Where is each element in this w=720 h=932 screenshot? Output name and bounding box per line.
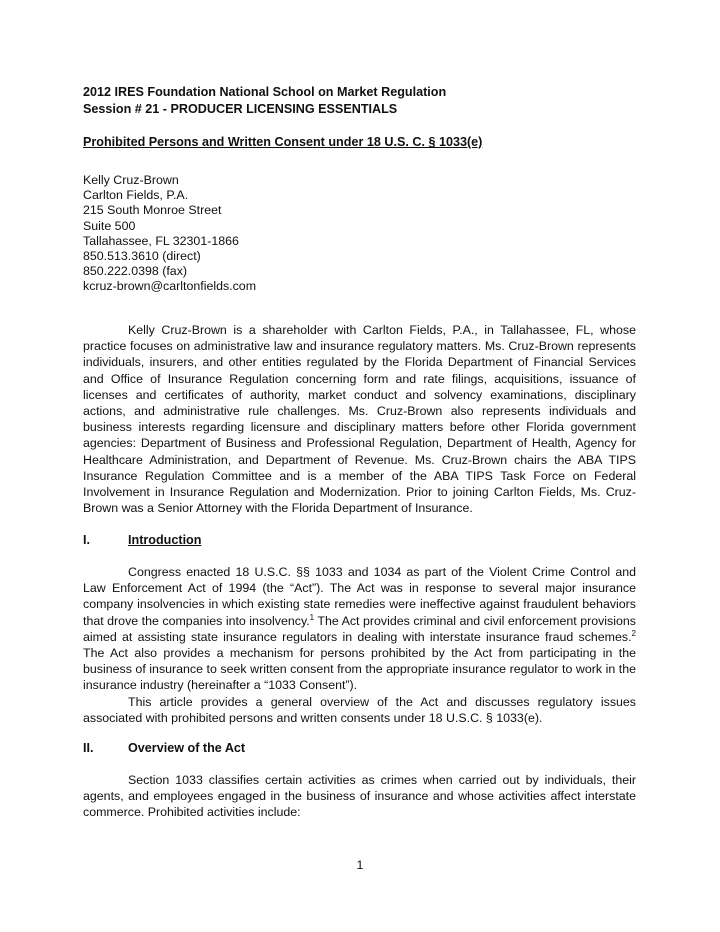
section-1-number: I. (83, 533, 90, 547)
intro-text-part-2: The Act provides criminal and civil enforcement provisions aimed at assisting state insurance regulators in dealing with interstate insurance fraud schemes. (83, 613, 636, 644)
author-phone-fax: 850.222.0398 (fax) (83, 264, 188, 279)
conference-title: 2012 IRES Foundation National School on Market Regulation (83, 85, 447, 99)
section-1-heading (83, 532, 201, 548)
session-title: Session # 21 - PRODUCER LICENSING ESSENTIALS (83, 102, 398, 116)
overview-paragraph-1: Section 1033 classifies certain activities as crimes when carried out by individuals, their agents, and employees engaged in the business of insurance and whose activities affect interstate commerce. Prohibited activities include: (83, 773, 636, 820)
author-firm: Carlton Fields, P.A. (83, 188, 189, 203)
author-city: Tallahassee, FL 32301-1866 (83, 233, 239, 248)
author-street: 215 South Monroe Street (83, 203, 222, 218)
introduction-paragraph-1 (83, 564, 636, 694)
page-number: 1 (356, 858, 364, 872)
author-contact-block (83, 173, 256, 295)
footnote-ref-2: 2 (631, 628, 636, 638)
author-bio-paragraph: Kelly Cruz-Brown is a shareholder with Carlton Fields, P.A., in Tallahassee, FL, whose practice focuses on administrative law and insurance regulatory matters. Ms. Cruz-Brown represents individuals, insurers, and other entities regulated by the Florida Department of Financial Services and Office of Insurance Regulation concerning form and rate filings, acquisitions, issuance of licenses and certificates of authority, market conduct and solvency examinations, disciplinary actions, and administrative rule challenges. Ms. Cruz-Brown also represents individuals and business interests regarding licensure and disciplinary matters before other Florida government agencies: Department of Business and Professional Regulation, Department of Health, Agency for Healthcare Administration, and Department of Revenue. Ms. Cruz-Brown chairs the ABA TIPS Insurance Regulation Committee and is a member of the ABA TIPS Task Force on Federal Involvement in Insurance Regulation and Modernization. Prior to joining Carlton Fields, Ms. Cruz-Brown was a Senior Attorney with the Florida Department of Insurance. (83, 323, 636, 516)
intro-text-part-3: The Act also provides a mechanism for persons prohibited by the Act from participating in the business of insurance to seek written consent from the appropriate insurance regulator to work in the insurance industry (hereinafter a “1033 Consent”). (83, 646, 636, 693)
author-phone-direct: 850.513.3610 (direct) (83, 249, 201, 264)
author-email: kcruz-brown@carltonfields.com (83, 279, 257, 294)
introduction-paragraph-2: This article provides a general overview of the Act and discusses regulatory issues associated with prohibited persons and written consents under 18 U.S.C. § 1033(e). (83, 695, 636, 726)
section-2-heading (83, 740, 245, 756)
article-title: Prohibited Persons and Written Consent under 18 U.S. C. § 1033(e) (83, 135, 483, 149)
section-2-number: II. (83, 741, 94, 755)
footnote-ref-1: 1 (309, 612, 315, 622)
author-suite: Suite 500 (83, 218, 136, 233)
intro-text-part-1: Congress enacted 18 U.S.C. §§ 1033 and 1034 as part of the Violent Crime Control and Law Enforcement Act of 1994 (the “Act”). The Act was in response to several major insurance company insolvencies in which existing state remedies were ineffective against fraudulent behaviors that drove the companies into insolvency. (83, 565, 636, 628)
section-1-title: Introduction (128, 533, 202, 547)
section-2-title: Overview of the Act (128, 741, 246, 755)
author-name: Kelly Cruz-Brown (83, 173, 179, 187)
